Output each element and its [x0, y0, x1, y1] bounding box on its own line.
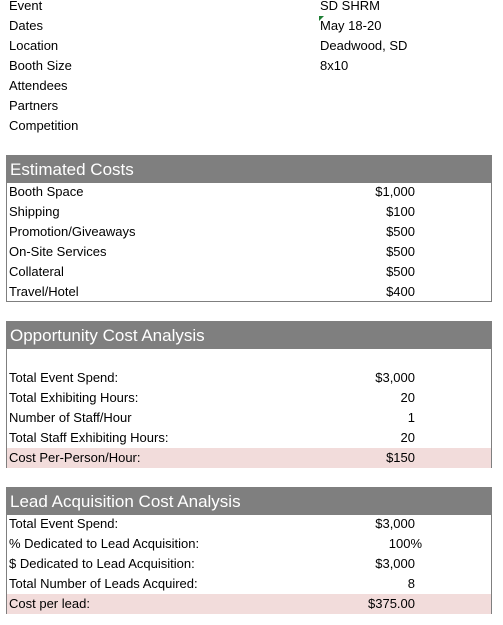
info-row-booth-size — [0, 56, 503, 76]
table-row[interactable] — [7, 408, 491, 428]
info-label[interactable]: Location — [9, 38, 59, 53]
row-value: $3,000 — [375, 370, 415, 385]
table-row[interactable] — [7, 282, 491, 302]
section-header[interactable]: Estimated Costs — [7, 156, 491, 183]
info-row-partners — [0, 96, 503, 116]
row-label: Booth Space — [9, 184, 84, 199]
row-value: 20 — [400, 390, 415, 405]
row-label: Total Exhibiting Hours: — [9, 390, 139, 405]
table-row[interactable] — [7, 222, 491, 242]
table-row[interactable] — [7, 368, 491, 388]
row-value: 8 — [407, 576, 415, 591]
row-label: Travel/Hotel — [9, 284, 79, 299]
row-value: $500 — [386, 264, 415, 279]
estimated-costs-table — [6, 155, 492, 302]
row-value: $400 — [386, 284, 415, 299]
row-label: Number of Staff/Hour — [9, 410, 132, 425]
row-value: $3,000 — [375, 556, 415, 571]
opportunity-cost-table — [6, 321, 492, 468]
row-label: On-Site Services — [9, 244, 107, 259]
table-row-total[interactable] — [7, 448, 491, 468]
info-label[interactable]: Event — [9, 0, 43, 13]
info-value[interactable]: May 18-20 — [320, 18, 382, 33]
table-row[interactable] — [7, 554, 491, 574]
row-label: Total Event Spend: — [9, 370, 119, 385]
row-value: $375.00 — [368, 596, 415, 611]
table-row[interactable] — [7, 574, 491, 594]
row-value: $500 — [386, 244, 415, 259]
row-value: $1,000 — [375, 184, 415, 199]
row-label: Promotion/Giveaways — [9, 224, 136, 239]
info-value[interactable]: Deadwood, SD — [320, 38, 408, 53]
row-value: 1 — [407, 410, 415, 425]
table-row[interactable] — [7, 534, 491, 554]
row-label: Cost per lead: — [9, 596, 90, 611]
row-label: % Dedicated to Lead Acquisition: — [9, 536, 200, 551]
row-label: Total Staff Exhibiting Hours: — [9, 430, 169, 445]
row-value: $500 — [386, 224, 415, 239]
info-row-attendees — [0, 76, 503, 96]
lead-acquisition-table — [6, 487, 492, 614]
info-value[interactable]: 8x10 — [320, 58, 349, 73]
row-value: 20 — [400, 430, 415, 445]
row-label: Cost Per-Person/Hour: — [9, 450, 141, 465]
table-row-total[interactable] — [7, 594, 491, 614]
table-row[interactable] — [7, 182, 491, 202]
info-row-event — [0, 0, 503, 16]
row-label: Shipping — [9, 204, 60, 219]
table-row[interactable] — [7, 428, 491, 448]
info-label[interactable]: Competition — [9, 118, 79, 133]
row-label: Collateral — [9, 264, 64, 279]
info-label[interactable]: Attendees — [9, 78, 68, 93]
table-row[interactable] — [7, 202, 491, 222]
row-value: 100% — [388, 536, 422, 551]
table-row[interactable] — [7, 242, 491, 262]
table-row[interactable] — [7, 514, 491, 534]
section-header[interactable]: Lead Acquisition Cost Analysis — [7, 488, 491, 515]
info-label[interactable]: Booth Size — [9, 58, 72, 73]
info-row-competition — [0, 116, 503, 136]
row-label: $ Dedicated to Lead Acquisition: — [9, 556, 195, 571]
section-header[interactable]: Opportunity Cost Analysis — [7, 322, 491, 349]
row-value: $100 — [386, 204, 415, 219]
info-row-location — [0, 36, 503, 56]
table-row[interactable] — [7, 388, 491, 408]
info-row-dates — [0, 16, 503, 36]
row-value: $150 — [386, 450, 415, 465]
row-label: Total Event Spend: — [9, 516, 119, 531]
info-label[interactable]: Dates — [9, 18, 43, 33]
row-value: $3,000 — [375, 516, 415, 531]
table-row[interactable] — [7, 262, 491, 282]
info-label[interactable]: Partners — [9, 98, 59, 113]
info-value[interactable]: SD SHRM — [320, 0, 380, 13]
row-label: Total Number of Leads Acquired: — [9, 576, 198, 591]
